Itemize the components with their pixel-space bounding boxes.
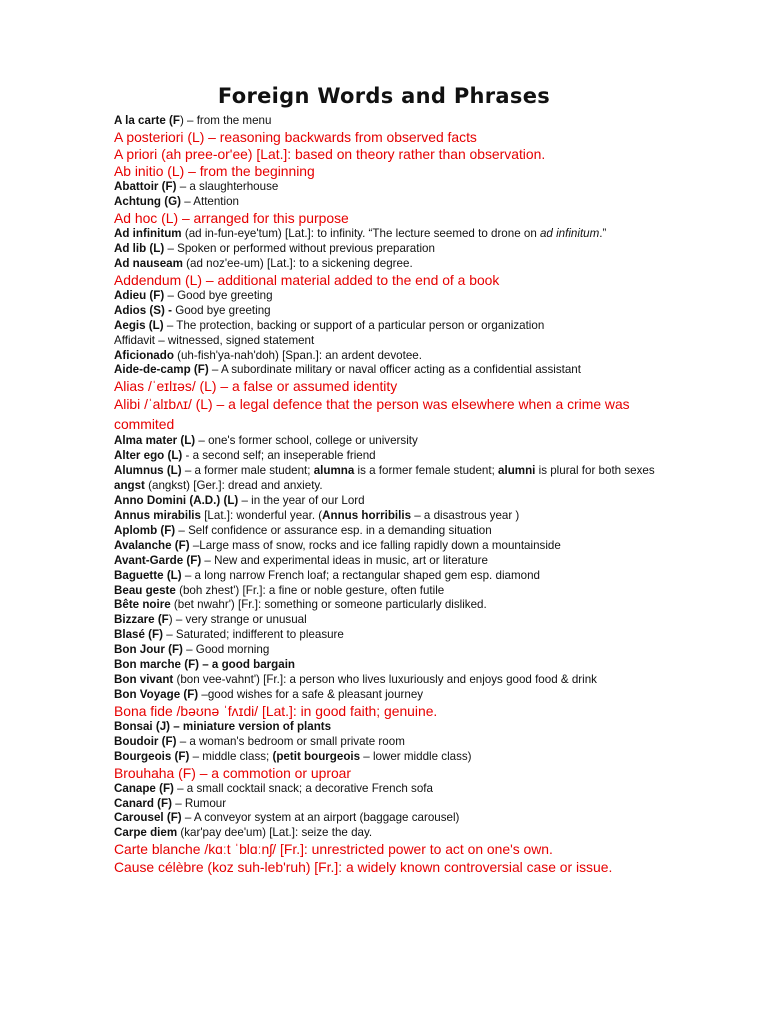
- glossary-entry: [114, 319, 674, 334]
- entry-definition: is plural for both sexes: [535, 464, 655, 478]
- glossary-entry: [114, 449, 674, 464]
- glossary-entry: [114, 826, 674, 841]
- glossary-entry: [114, 509, 674, 524]
- glossary-entry: [114, 180, 674, 195]
- glossary-entry: [114, 210, 674, 227]
- glossary-entry: [114, 146, 674, 163]
- entry-term: Addendum (L) –: [114, 271, 214, 288]
- entry-term: Bonsai (J): [114, 719, 171, 733]
- entry-definition: ) – from the menu: [179, 114, 272, 127]
- entry-term: Brouhaha (F): [114, 764, 196, 781]
- entry-definition: – a long narrow French loaf; a rectangular shaped gem esp. diamond: [181, 568, 540, 582]
- entry-term: Alter ego (L): [114, 449, 183, 463]
- entry-term: Ad infinitum: [114, 227, 182, 241]
- entry-term: Alma mater (L): [114, 434, 196, 448]
- glossary-entry: [114, 395, 674, 434]
- entry-term: Aficionado: [114, 348, 174, 362]
- glossary-entry: [114, 479, 674, 494]
- glossary-entry: [114, 569, 674, 584]
- glossary-list: [114, 114, 674, 878]
- entry-term: Blasé (F): [114, 628, 163, 642]
- entry-term: Avant-Garde (F): [114, 553, 202, 567]
- entry-definition: (bet nwahr') [Fr.]: something or someone particularly disliked.: [170, 598, 487, 612]
- entry-definition: (boh zhest') [Fr.]: a fine or noble gesture, often futile: [175, 583, 445, 597]
- entry-term: Bon vivant: [114, 672, 174, 686]
- glossary-entry: [114, 242, 674, 257]
- glossary-entry: [114, 584, 674, 599]
- glossary-entry: [114, 349, 674, 364]
- glossary-entry: [114, 858, 674, 878]
- entry-term: Achtung (G): [114, 195, 181, 209]
- entry-definition: Good bye greeting: [171, 303, 271, 317]
- entry-definition: – Spoken or performed without previous preparation: [164, 242, 435, 255]
- entry-term: Adios (S) -: [114, 303, 172, 317]
- entry-definition: – Saturated; indifferent to pleasure: [162, 628, 344, 642]
- glossary-entry: [114, 257, 674, 272]
- entry-definition: – Attention: [180, 195, 239, 209]
- entry-term: Carousel (F): [114, 811, 182, 825]
- entry-definition: from the beginning: [195, 163, 315, 180]
- entry-definition: (bon vee-vahnt') [Fr.]: a person who lives luxuriously and enjoys good food & drink: [173, 672, 597, 686]
- entry-term: Ab initio (L) –: [114, 163, 196, 180]
- glossary-entry: [114, 598, 674, 613]
- glossary-entry: [114, 494, 674, 509]
- entry-definition: –good wishes for a safe & pleasant journey: [198, 687, 424, 701]
- entry-definition: (koz suh-leb'ruh) [Fr.]: a widely known controversial case or issue.: [203, 859, 613, 876]
- entry-related-term: Annus horribilis: [322, 508, 412, 522]
- entry-term: Aide-de-camp (F): [114, 363, 209, 377]
- entry-definition: – a slaughterhouse: [176, 180, 279, 194]
- entry-definition: – Rumour: [171, 796, 227, 810]
- glossary-entry: [114, 434, 674, 449]
- entry-term: Adieu (F): [114, 288, 165, 302]
- entry-definition: /ˈeɪlɪəs/ (L) – a false or assumed identity: [144, 378, 398, 395]
- glossary-entry: [114, 524, 674, 539]
- entry-definition: – a good bargain: [199, 658, 296, 672]
- entry-definition: (ah pree-or'ee) [Lat.]: based on theory rather than observation.: [157, 146, 546, 162]
- glossary-entry: [114, 720, 674, 735]
- entry-term: Annus mirabilis: [114, 508, 201, 522]
- glossary-entry: [114, 750, 674, 765]
- entry-term: Alumnus (L): [114, 464, 182, 478]
- glossary-entry: [114, 841, 674, 858]
- entry-term: Bona fide: [114, 702, 173, 719]
- glossary-entry: [114, 539, 674, 554]
- entry-term: Beau geste: [114, 583, 176, 597]
- entry-definition: [Lat.]: wonderful year. (: [200, 508, 323, 522]
- entry-definition: – Self confidence or assurance esp. in a demanding situation: [175, 523, 492, 537]
- entry-term: Alias: [114, 378, 145, 395]
- glossary-entry: [114, 643, 674, 658]
- entry-term: angst: [114, 479, 145, 493]
- entry-definition: – one's former school, college or university: [195, 434, 418, 448]
- glossary-entry: [114, 673, 674, 688]
- glossary-entry: [114, 782, 674, 797]
- entry-definition: – The protection, backing or support of a particular person or organization: [163, 318, 545, 332]
- entry-term: Boudoir (F): [114, 734, 177, 748]
- entry-definition: – Good bye greeting: [164, 288, 273, 302]
- document-title: Foreign Words and Phrases: [217, 84, 551, 108]
- entry-term: A posteriori (L): [114, 128, 205, 145]
- entry-term: Bon Jour (F): [114, 643, 183, 657]
- entry-term: Abattoir (F): [114, 180, 177, 194]
- entry-term: Carte blanche: [114, 841, 201, 858]
- entry-definition: – miniature version of plants: [170, 719, 332, 733]
- entry-definition: – a former male student;: [181, 464, 314, 478]
- glossary-entry: [114, 464, 674, 479]
- entry-definition: – a commotion or uproar: [195, 764, 352, 781]
- entry-term: Bête noire: [114, 598, 171, 612]
- entry-term: Canard (F): [114, 796, 172, 810]
- entry-term: Ad lib (L): [114, 242, 165, 255]
- glossary-entry: [114, 363, 674, 378]
- entry-term: Cause célèbre: [114, 859, 204, 876]
- glossary-entry: [114, 289, 674, 304]
- entry-definition: – in the year of our Lord: [238, 494, 365, 508]
- glossary-entry: [114, 554, 674, 569]
- glossary-entry: [114, 304, 674, 319]
- glossary-entry: [114, 378, 674, 395]
- glossary-entry: [114, 114, 674, 129]
- glossary-entry: [114, 195, 674, 210]
- entry-definition: – A subordinate military or naval officer acting as a confidential assistant: [208, 363, 581, 377]
- entry-definition: Affidavit – witnessed, signed statement: [114, 333, 315, 347]
- entry-definition-tail: .”: [599, 227, 607, 241]
- entry-related-term: alumni: [498, 464, 536, 478]
- entry-term: A la carte (F: [114, 114, 180, 127]
- entry-term: A priori: [114, 146, 158, 162]
- entry-term: Alibi: [114, 396, 141, 413]
- entry-term: Bon Voyage (F): [114, 687, 199, 701]
- entry-term: Ad nauseam: [114, 256, 183, 270]
- entry-definition: arranged for this purpose: [189, 210, 349, 226]
- entry-term: Ad hoc (L) –: [114, 210, 190, 226]
- glossary-entry: [114, 163, 674, 180]
- glossary-entry: [114, 703, 674, 720]
- entry-term: Avalanche (F): [114, 538, 190, 552]
- entry-definition: – A conveyor system at an airport (baggage carousel): [181, 811, 460, 825]
- entry-definition: – middle class;: [189, 749, 273, 763]
- entry-definition: additional material added to the end of a book: [213, 271, 500, 288]
- entry-definition: - a second self; an inseperable friend: [182, 449, 376, 463]
- entry-term: Bourgeois (F): [114, 749, 190, 763]
- glossary-entry: [114, 334, 674, 349]
- entry-term: Aplomb (F): [114, 523, 176, 537]
- entry-term: Carpe diem: [114, 826, 178, 840]
- entry-term: Bon marche (F): [114, 658, 200, 672]
- glossary-entry: [114, 613, 674, 628]
- entry-definition: – lower middle class): [360, 749, 472, 763]
- entry-definition: (uh-fish'ya-nah'doh) [Span.]: an ardent devotee.: [173, 348, 422, 362]
- entry-italic-phrase: ad infinitum: [539, 227, 600, 241]
- entry-definition: ) – very strange or unusual: [168, 613, 307, 627]
- entry-term: Anno Domini (A.D.) (L): [114, 494, 239, 508]
- glossary-entry: [114, 811, 674, 826]
- glossary-entry: [114, 227, 674, 242]
- glossary-entry: [114, 628, 674, 643]
- entry-definition: – Good morning: [182, 643, 270, 657]
- entry-definition: (ad noz'ee-um) [Lat.]: to a sickening degree.: [182, 256, 413, 270]
- entry-definition: – a woman's bedroom or small private room: [176, 734, 405, 748]
- glossary-entry: [114, 272, 674, 289]
- entry-definition: – a small cocktail snack; a decorative French sofa: [173, 781, 433, 795]
- entry-term: Baguette (L): [114, 568, 182, 582]
- entry-definition: (ad in-fun-eye'tum) [Lat.]: to infinity. “The lecture seemed to drone on: [181, 227, 540, 241]
- glossary-entry: [114, 765, 674, 782]
- glossary-entry: [114, 129, 674, 146]
- entry-definition: (kar'pay dee'um) [Lat.]: seize the day.: [177, 826, 373, 840]
- entry-definition: – New and experimental ideas in music, art or literature: [201, 553, 488, 567]
- entry-term: Aegis (L): [114, 318, 164, 332]
- entry-related-term: alumna: [313, 464, 355, 478]
- entry-definition: (angkst) [Ger.]: dread and anxiety.: [144, 479, 323, 493]
- entry-definition: is a former female student;: [354, 464, 499, 478]
- entry-related-term: (petit bourgeois: [272, 749, 361, 763]
- entry-term: Canape (F): [114, 781, 174, 795]
- entry-definition: /kɑːt ˈblɑːnʃ/ [Fr.]: unrestricted power to act on one's own.: [200, 841, 553, 858]
- glossary-entry: [114, 658, 674, 673]
- glossary-entry: [114, 688, 674, 703]
- glossary-entry: [114, 735, 674, 750]
- entry-term: Bizzare (F: [114, 613, 169, 627]
- entry-definition: – reasoning backwards from observed facts: [204, 128, 477, 145]
- entry-definition: /bəʊnə ˈfʌɪdi/ [Lat.]: in good faith; genuine.: [172, 702, 438, 719]
- glossary-entry: [114, 797, 674, 812]
- entry-definition: – a disastrous year ): [411, 508, 520, 522]
- entry-definition: /ˈalɪbʌɪ/ (L) – a legal defence that the person was elsewhere when a crime was commited: [114, 396, 630, 432]
- entry-definition: –Large mass of snow, rocks and ice falling rapidly down a mountainside: [189, 538, 561, 552]
